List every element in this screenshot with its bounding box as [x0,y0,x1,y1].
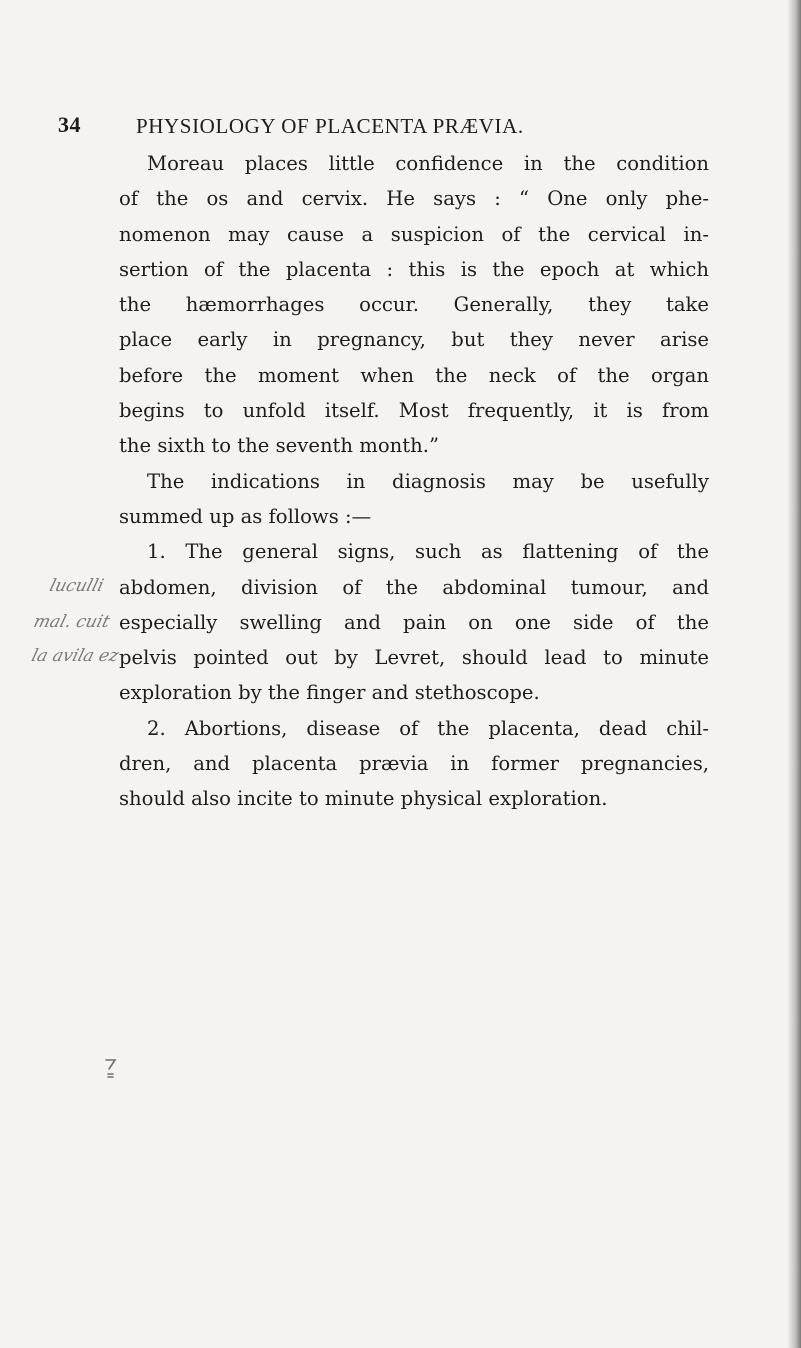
margin-note: mal. cuit [31,612,112,632]
text-line: The indications in diagnosis may be usefully [147,469,709,493]
text-line: summed up as follows :— [119,504,372,528]
running-title: PHYSIOLOGY OF PLACENTA PRÆVIA. [136,114,524,138]
text-line: the sixth to the seventh month.” [119,434,440,458]
text-line: 1. The general signs, such as flattening of the [147,540,709,564]
text-line: place early in pregnancy, but they never arise [119,328,709,352]
text-line: the hæmorrhages occur. Generally, they take [119,293,709,317]
text-line: especially swelling and pain on one side of the [119,610,709,634]
page-header [58,112,698,138]
text-line: abdomen, division of the abdominal tumour, and [119,575,709,599]
text-line: nomenon may cause a suspicion of the cervical in- [119,222,709,246]
page-edge-shadow [787,0,801,1348]
text-line: before the moment when the neck of the organ [119,363,709,387]
text-line: should also incite to minute physical exploration. [119,787,608,811]
text-line: begins to unfold itself. Most frequently, it is from [119,399,709,423]
body-text [119,146,709,817]
text-line: exploration by the finger and stethoscope. [119,681,540,705]
margin-note: luculli [47,576,106,596]
margin-note: la avila ez [29,646,121,666]
text-line: Moreau places little confidence in the condition [147,152,709,175]
text-line: of the os and cervix. He says : “ One only phe- [119,187,709,211]
text-line: pelvis pointed out by Levret, should lead to minute [119,646,709,670]
page-number: 34 [58,112,81,137]
text-line: 2. Abortions, disease of the placenta, dead chil- [147,716,709,740]
text-line: dren, and placenta prævia in former pregnancies, [119,752,709,776]
pencil-tick-mark [104,1057,118,1079]
text-line: sertion of the placenta : this is the epoch at which [119,257,709,281]
